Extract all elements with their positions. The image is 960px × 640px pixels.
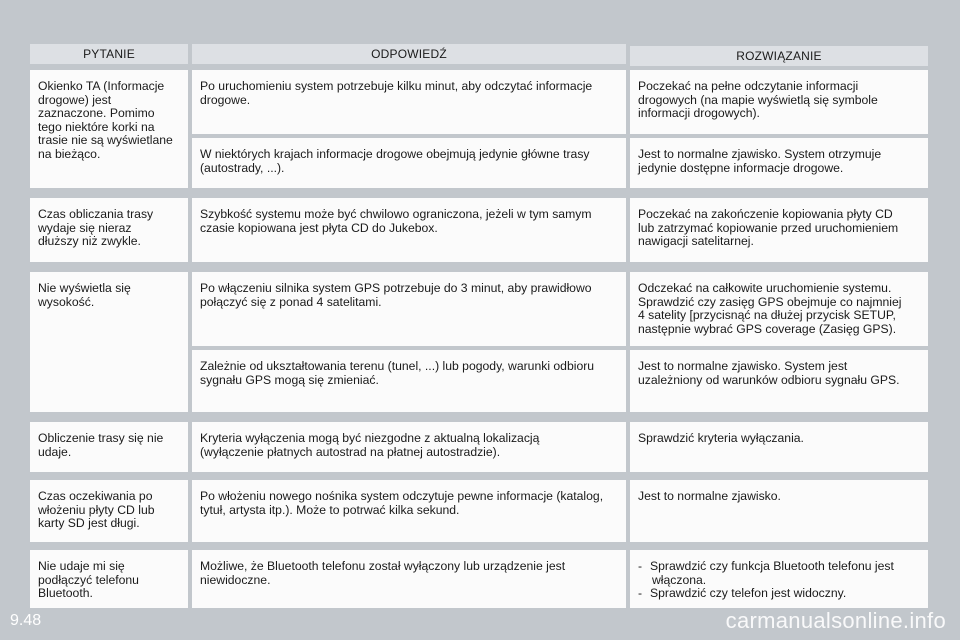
answer-cell: Szybkość systemu może być chwilowo ograniczona, jeżeli w tym samym czasie kopiowana jest płyta CD do Jukebox.: [192, 198, 626, 262]
solution-cell: Jest to normalne zjawisko. System jest uzależniony od warunków odbioru sygnału GPS.: [630, 350, 928, 412]
header-answer: ODPOWIEDŹ: [192, 44, 626, 64]
answer-cell: W niektórych krajach informacje drogowe obejmują jedynie główne trasy (autostrady, ...).: [192, 138, 626, 188]
solution-bullet: - Sprawdzić czy telefon jest widoczny.: [638, 586, 847, 601]
watermark: carmanualsonline.info: [725, 608, 946, 633]
solution-cell: Jest to normalne zjawisko. System otrzymuje jedynie dostępne informacje drogowe.: [630, 138, 928, 188]
question-cell: Obliczenie trasy się nie udaje.: [30, 422, 188, 472]
solution-cell: Odczekać na całkowite uruchomienie systemu. Sprawdzić czy zasięg GPS obejmuje co najmniej 4 satelity [przycisnąć na dłużej przycisk SETUP, następnie wybrać GPS coverage (Zasięg GPS).: [630, 272, 928, 346]
answer-cell: Po włączeniu silnika system GPS potrzebuje do 3 minut, aby prawidłowo połączyć się z ponad 4 satelitami.: [192, 272, 626, 346]
question-cell: Nie wyświetla się wysokość.: [30, 272, 188, 412]
solution-cell: Sprawdzić kryteria wyłączania.: [630, 422, 928, 472]
question-cell: Czas obliczania trasy wydaje się nieraz dłuższy niż zwykle.: [30, 198, 188, 262]
header-solution: ROZWIĄZANIE: [630, 46, 928, 66]
question-cell: Okienko TA (Informacje drogowe) jest zaznaczone. Pomimo tego niektóre korki na trasie nie są wyświetlane na bieżąco.: [30, 70, 188, 188]
question-cell: Czas oczekiwania po włożeniu płyty CD lub karty SD jest długi.: [30, 480, 188, 542]
answer-cell: Możliwe, że Bluetooth telefonu został wyłączony lub urządzenie jest niewidoczne.: [192, 550, 626, 608]
question-cell: Nie udaje mi się podłączyć telefonu Bluetooth.: [30, 550, 188, 608]
solution-cell: Poczekać na pełne odczytanie informacji drogowych (na mapie wyświetlą się symbole informacji drogowych).: [630, 70, 928, 134]
solution-cell: Jest to normalne zjawisko.: [630, 480, 928, 542]
answer-cell: Kryteria wyłączenia mogą być niezgodne z aktualną lokalizacją (wyłączenie płatnych autostrad na płatnej autostradzie).: [192, 422, 626, 472]
header-question: PYTANIE: [30, 44, 188, 64]
page-number: 9.48: [10, 612, 42, 629]
solution-bullet: - Sprawdzić czy funkcja Bluetooth telefonu jest włączona.: [638, 559, 894, 587]
answer-cell: Zależnie od ukształtowania terenu (tunel, ...) lub pogody, warunki odbioru sygnału GPS mogą się zmieniać.: [192, 350, 626, 412]
answer-cell: Po włożeniu nowego nośnika system odczytuje pewne informacje (katalog, tytuł, artysta itp.). Może to potrwać kilka sekund.: [192, 480, 626, 542]
solution-cell: Poczekać na zakończenie kopiowania płyty CD lub zatrzymać kopiowanie przed uruchomieniem nawigacji satelitarnej.: [630, 198, 928, 262]
answer-cell: Po uruchomieniu system potrzebuje kilku minut, aby odczytać informacje drogowe.: [192, 70, 626, 134]
solution-cell: [630, 550, 928, 608]
